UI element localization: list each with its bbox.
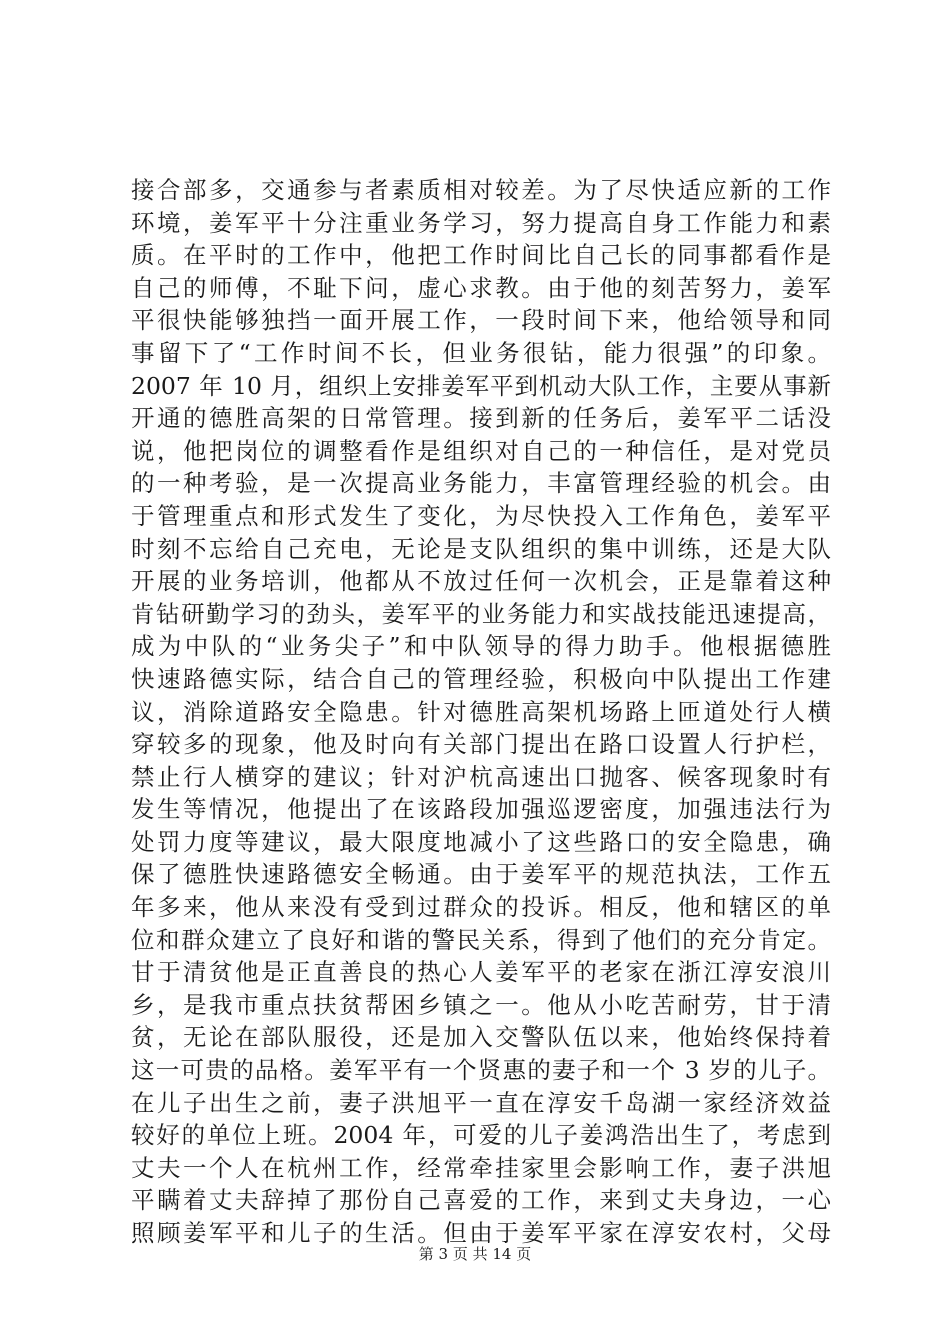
text-line: 处罚力度等建议，最大限度地减小了这些路口的安全隐患，确 [131,827,831,856]
text-line: 2007 年 10 月，组织上安排姜军平到机动大队工作，主要从事新 [131,371,831,400]
text-line: 发生等情况，他提出了在该路段加强巡逻密度，加强违法行为 [131,795,831,824]
text-line: 于管理重点和形式发生了变化，为尽快投入工作角色，姜军平 [131,501,831,530]
text-line: 肯钻研勤学习的劲头，姜军平的业务能力和实战技能迅速提高， [131,599,831,628]
text-line: 在儿子出生之前，妻子洪旭平一直在淳安千岛湖一家经济效益 [131,1088,831,1117]
text-line: 甘于清贫他是正直善良的热心人姜军平的老家在浙江淳安浪川 [131,958,831,987]
text-line: 自己的师傅，不耻下问，虚心求教。由于他的刻苦努力，姜军 [131,273,831,302]
body-text [131,174,831,1250]
text-line: 照顾姜军平和儿子的生活。但由于姜军平家在淳安农村，父母 [131,1219,831,1247]
text-line: 平很快能够独挡一面开展工作，一段时间下来，他给领导和同 [131,306,831,335]
text-line: 质。在平时的工作中，他把工作时间比自己长的同事都看作是 [131,241,831,270]
text-line: 环境，姜军平十分注重业务学习，努力提高自身工作能力和素 [131,208,831,237]
text-line: 贫，无论在部队服役，还是加入交警队伍以来，他始终保持着 [131,1023,831,1052]
text-line: 说，他把岗位的调整看作是组织对自己的一种信任，是对党员 [131,436,831,465]
text-line: 时刻不忘给自己充电，无论是支队组织的集中训练，还是大队 [131,534,831,563]
text-line: 较好的单位上班。2004 年，可爱的儿子姜鸿浩出生了，考虑到 [131,1121,831,1150]
text-line: 保了德胜快速路德安全畅通。由于姜军平的规范执法，工作五 [131,860,831,889]
text-line: 年多来，他从来没有受到过群众的投诉。相反，他和辖区的单 [131,893,831,922]
text-line: 开通的德胜高架的日常管理。接到新的任务后，姜军平二话没 [131,404,831,433]
text-line: 禁止行人横穿的建议；针对沪杭高速出口抛客、候客现象时有 [131,762,831,791]
text-line: 乡，是我市重点扶贫帮困乡镇之一。他从小吃苦耐劳，甘于清 [131,990,831,1019]
text-line: 事留下了“工作时间不长，但业务很钻，能力很强”的印象。 [131,338,831,367]
text-line: 的一种考验，是一次提高业务能力，丰富管理经验的机会。由 [131,469,831,498]
page-footer: 第 3 页 共 14 页 [418,1245,532,1263]
text-line: 成为中队的“业务尖子”和中队领导的得力助手。他根据德胜 [131,632,831,661]
text-line: 位和群众建立了良好和谐的警民关系，得到了他们的充分肯定。 [131,925,831,954]
text-line: 平瞒着丈夫辞掉了那份自己喜爱的工作，来到丈夫身边，一心 [131,1186,831,1215]
text-line: 接合部多，交通参与者素质相对较差。为了尽快适应新的工作 [131,176,831,204]
text-line: 议，消除道路安全隐患。针对德胜高架机场路上匝道处行人横 [131,697,831,726]
text-line: 穿较多的现象，他及时向有关部门提出在路口设置人行护栏， [131,730,831,759]
text-line: 这一可贵的品格。姜军平有一个贤惠的妻子和一个 3 岁的儿子。 [131,1056,831,1085]
text-line: 开展的业务培训，他都从不放过任何一次机会，正是靠着这种 [131,567,831,596]
text-line: 丈夫一个人在杭州工作，经常牵挂家里会影响工作，妻子洪旭 [131,1153,831,1182]
text-line: 快速路德实际，结合自己的管理经验，积极向中队提出工作建 [131,664,831,693]
